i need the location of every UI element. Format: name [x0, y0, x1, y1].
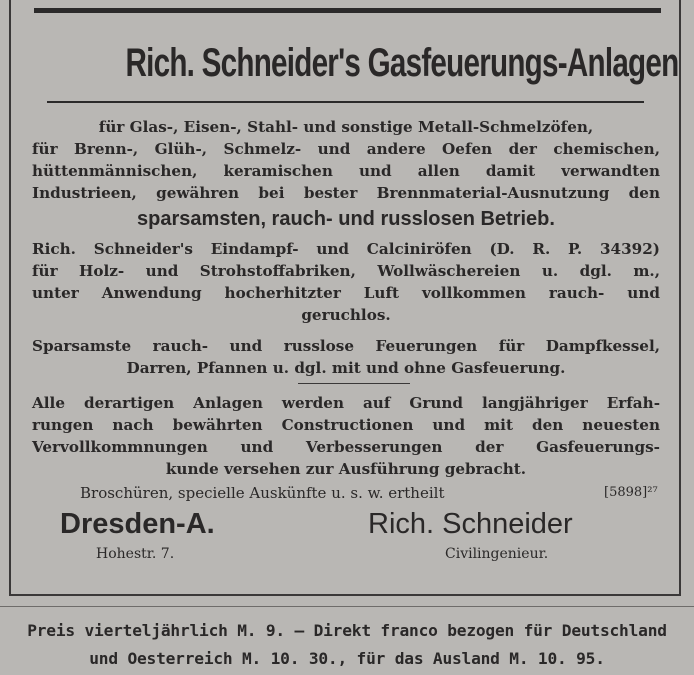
footer-line2: und Oesterreich M. 10. 30., für das Ausland M. 10. 95. [89, 649, 605, 668]
price-footer [0, 617, 694, 673]
p4-line3: Vervollkommnungen und Verbesserungen der Gasfeuerungs- [32, 438, 660, 456]
headline: Rich. Schneider's Gasfeuerungs-Anlagen [125, 41, 679, 85]
p1-line2: für Brenn-, Glüh-, Schmelz- und andere Oefen der chemischen, [32, 140, 660, 158]
footer-rule [0, 606, 694, 607]
divider-rule [298, 383, 410, 384]
signature-name: Rich. Schneider [368, 508, 573, 540]
signature-title: Civilingenieur. [445, 546, 549, 562]
paragraph-boilers [32, 335, 660, 379]
p2-line2: für Holz- und Strohstoffabriken, Wollwäschereien u. dgl. m., [32, 262, 660, 280]
p1-line4: Industrieen, gewähren bei bester Brennmaterial-Ausnutzung den [32, 184, 660, 202]
paragraph-calcining [32, 238, 660, 326]
p1-line1: für Glas-, Eisen-, Stahl- und sonstige Metall-Schmelzöfen, [98, 118, 594, 136]
signature-address: Hohestr. 7. [96, 546, 175, 562]
p4-line4: kunde versehen zur Ausführung gebracht. [165, 460, 527, 478]
paragraph-experience [32, 392, 660, 480]
p4-line2: rungen nach bewährten Constructionen und mit den neuesten [32, 416, 660, 434]
p3-line2: Darren, Pfannen u. dgl. mit und ohne Gasfeuerung. [126, 359, 566, 377]
brochure-line: Broschüren, specielle Auskünfte u. s. w. ertheilt [80, 484, 445, 502]
footer-line1: Preis vierteljährlich M. 9. — Direkt franco bezogen für Deutschland [27, 621, 667, 640]
signature-city: Dresden-A. [60, 508, 215, 540]
p2-line3: unter Anwendung hocherhitzter Luft vollkommen rauch- und [32, 284, 660, 302]
paragraph-furnaces [32, 116, 660, 204]
top-rule [34, 8, 661, 13]
p3-line1: Sparsamste rauch- und russlose Feuerungen für Dampfkessel, [32, 337, 660, 355]
headline-rule [47, 101, 644, 103]
p4-line1: Alle derartigen Anlagen werden auf Grund langjähriger Erfah- [32, 394, 660, 412]
p2-line4: geruchlos. [301, 306, 391, 324]
ad-code: [5898]²⁷ [604, 485, 658, 500]
emphasis-line: sparsamsten, rauch- und russlosen Betrieb. [137, 208, 555, 230]
p2-line1: Rich. Schneider's Eindampf- und Calciniröfen (D. R. P. 34392) [32, 240, 660, 258]
p1-line3: hüttenmännischen, keramischen und allen damit verwandten [32, 162, 660, 180]
